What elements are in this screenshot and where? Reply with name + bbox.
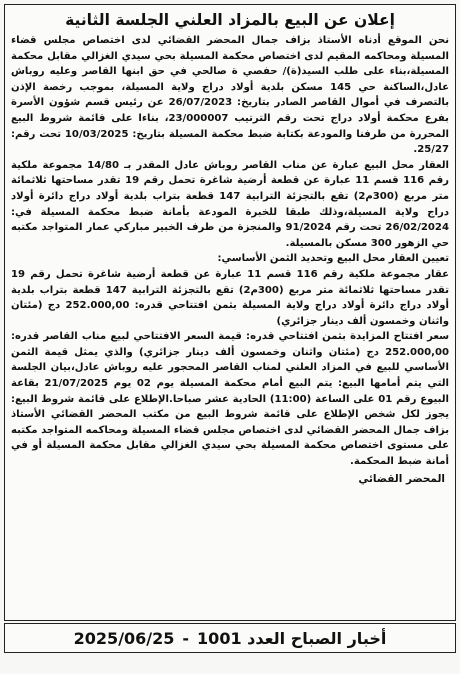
footer-separator: - <box>182 628 190 648</box>
notice-title: إعلان عن البيع بالمزاد العلني الجلسة الثانية <box>65 11 395 29</box>
notice-paragraph: نحن الموقع أدناه الأستاذ بزاف جمال المحضر القضائي لدى اختصاص مجلس قضاء المسيلة ومحاكمه المقيم لدى اختصاص محكمة المسيلة بحي سيدي الغزالي مقابل محكمة المسيلة،بناء على طلب السيد(ة)/ حفصي ة صالحي في حق ابنها القاصر وعليه روباش عادل،الساكنة حي 145 مسكن بلدية أولاد دراج ولاية المسيلة، بموجب رخصة الإذن بالتصرف في أموال القاصر الصادر بتاريخ: 26/07/2023 عن رئيس قسم شؤون الأسرة بفرع محكمة أولاد دراج تحت رقم الترتيب 23/000007، بناءا على قائمة شروط البيع المحررة من طرفنا والمودعة بكتابة ضبط محكمة المسيلة بتاريخ: 10/03/2025 تحت رقم: 25/27. <box>11 35 450 156</box>
issue-date: 2025/06/25 <box>73 628 175 648</box>
notice-signature: المحضر القضائي <box>358 472 445 485</box>
notice-paragraph: سعر افتتاح المزايدة بثمن افتتاحي قدره: قيمة السعر الافتتاحي لبيع مناب القاصر قدره: 252.000,00 دج (مئتان واثنان وخمسون ألف دينار جزائري) والذي يمثل قيمة الثمن الأساسي للبيع في المزاد العلني لمناب القاصر المحجور عليه روباش عادل،بيان الجلسة التي يتم أمامها البيع: يتم البيع أمام محكمة المسيلة يوم 02 يوم 21/07/2025 بقاعة البيوع رقم 01 على الساعة (11:00) الحادية عشر صباحا.الإطلاع على قائمة شروط البيع: يجوز لكل شخص الإطلاع على قائمة شروط البيع من مكتب المحضر القضائي الأستاذ بزاف جمال المحضر القضائي لدى اختصاص مجلس قضاء المسيلة ومحاكمه المتواجد مكتبه على مستوى اختصاص محكمة المسيلة بحي سيدي الغزالي مقابل محكمة المسيلة أو في أمانة ضبط المحكمة. <box>11 331 449 468</box>
notice-paragraph: عقار مجموعة ملكية رقم 116 قسم 11 عبارة عن قطعة أرضية شاغرة تحمل رقم 19 تقدر مساحتها ثلاثمائة متر مربع (300م2) تقع بالتجزئة الترابية 147 قطعة بتراب بلدية أولاد دراج دائرة أولاد دراج ولاية المسيلة بثمن افتتاحي قدره: 252.000,00 دج (مئتان واثنان وخمسون ألف دينار جزائري) <box>11 268 449 327</box>
newspaper-footer <box>4 623 456 653</box>
notice-frame <box>4 4 456 621</box>
notice-body <box>11 33 449 470</box>
notice-paragraph: تعيين العقار محل البيع وتحديد الثمن الأساسي: <box>217 253 449 265</box>
newspaper-issue: أخبار الصباح العدد 1001 <box>197 628 387 648</box>
notice-paragraph: العقار محل البيع عبارة عن مناب القاصر روباش عادل المقدر بـ 14/80 مجموعة ملكية رقم 116 قسم 11 عبارة عن قطعة أرضية شاغرة تحمل رقم 19 تقدر مساحتها ثلاثمائة متر مربع (300م2) تقع بالتجزئة الترابية 147 قطعة بتراب بلدية أولاد دراج دائرة أولاد دراج ولاية المسيلة،وذلك طبقا للخبرة المودعة بأمانة ضبط محكمة المسيلة في: 26/02/2024 تحت رقم 91/2024 والمنجزة من طرف الخبير مباركي عمار المتواجد مكتبه حي الزهور 300 مسكن بالمسيلة. <box>11 159 449 249</box>
